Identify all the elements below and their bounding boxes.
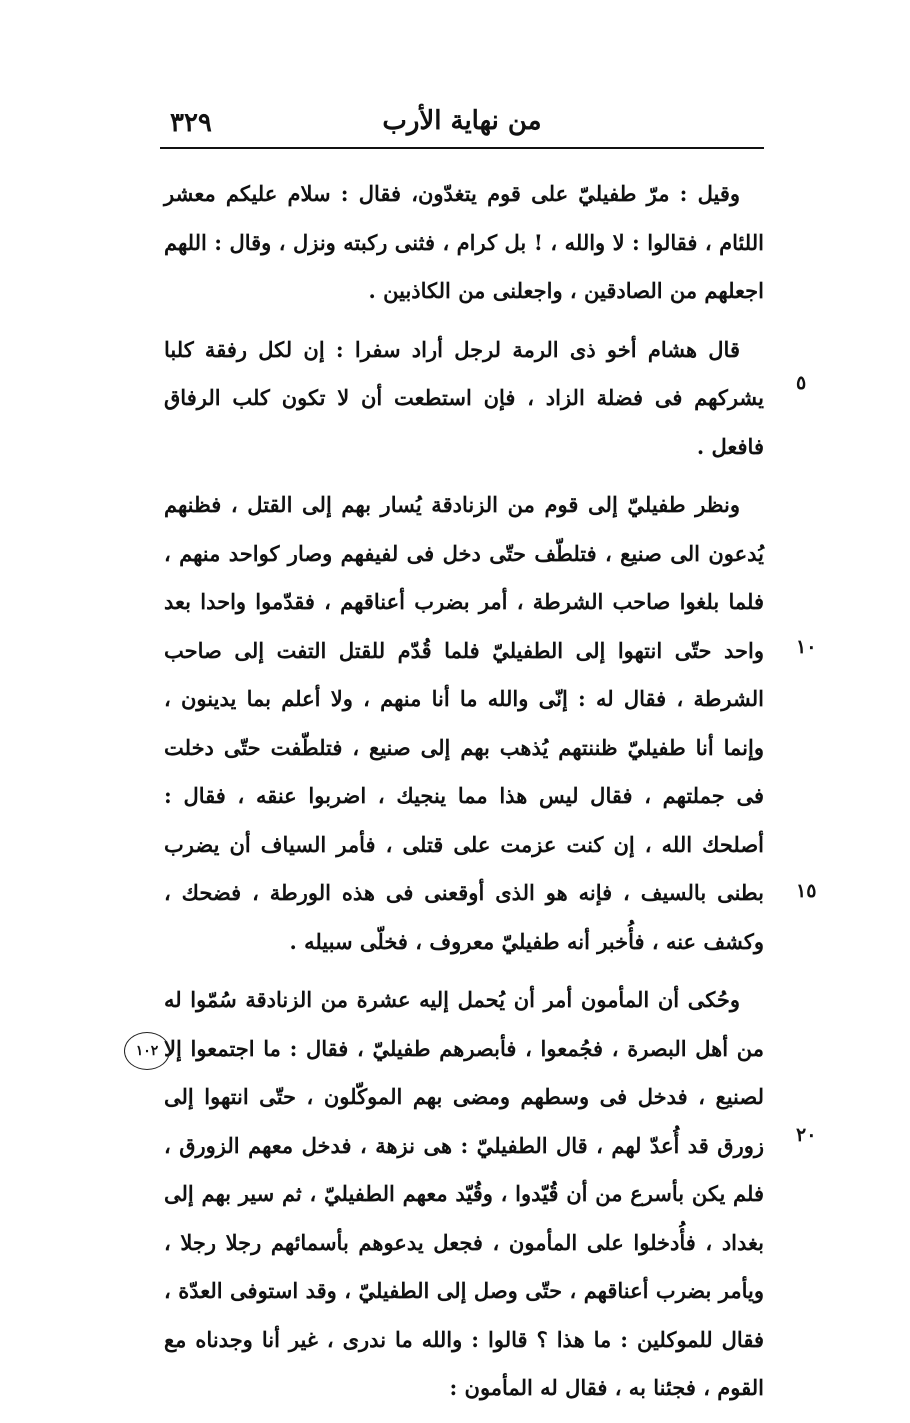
line-number-20: ٢٠ — [796, 1124, 817, 1146]
line-number-5: ٥ — [796, 372, 807, 394]
running-title: من نهاية الأرب — [382, 106, 542, 136]
line-number-10: ١٠ — [796, 636, 817, 658]
line-number-15: ١٥ — [796, 880, 817, 902]
paragraph-2: قال هشام أخو ذى الرمة لرجل أراد سفرا : إن لكل رفقة كلبا يشركهم فى فضلة الزاد ، فإن استطعت أن لا تكون كلب الرفاق فافعل . — [164, 336, 764, 459]
margin-seal: ١٠٢ — [124, 1032, 170, 1070]
paragraph-3: ونظر طفيليّ إلى قوم من الزنادقة يُسار بهم إلى القتل ، فظنهم يُدعون الى صنيع ، فتلطّف حتّى دخل فى لفيفهم وصار كواحد منهم ، فلما بلغوا صاحب الشرطة ، أمر بضرب أعناقهم ، فقدّموا واحدا بعد واحد حتّى انتهوا إلى الطفيليّ فلما قُدّم للقتل التفت إلى صاحب الشرطة ، فقال له : إنّى والله ما أنا منهم ، ولا أعلم بما يدينون ، وإنما أنا طفيليّ ظننتهم يُذهب بهم إلى صنيع ، فتلطّفت حتّى دخلت فى جملتهم ، فقال ليس هذا مما ينجيك ، اضربوا عنقه ، فقال : أصلحك الله ، إن كنت عزمت على قتلى ، فأمر السياف أن يضرب بطنى بالسيف ، فإنه هو الذى أوقعنى فى هذه الورطة ، فضحك ، وكشف عنه ، فأُخبر أنه طفيليّ معروف ، فخلّى سبيله . — [164, 492, 764, 954]
header-rule — [160, 147, 764, 149]
paragraph-4: وحُكى أن المأمون أمر أن يُحمل إليه عشرة من الزنادقة سُمّوا له من أهل البصرة ، فجُمعوا ، فأبصرهم طفيليّ ، فقال : ما اجتمعوا إلا لصنيع ، فدخل فى وسطهم ومضى بهم الموكّلون ، حتّى انتهوا إلى زورق قد أُعدّ لهم ، قال الطفيليّ : هى نزهة ، فدخل معهم الزورق ، فلم يكن بأسرع من أن قُيّدوا ، وقُيّد معهم الطفيليّ ، ثم سير بهم إلى بغداد ، فأُدخلوا على المأمون ، فجعل يدعوهم بأسمائهم رجلا رجلا ، ويأمر بضرب أعناقهم ، حتّى وصل إلى الطفيليّ ، وقد استوفى العدّة ، فقال للموكلين : ما هذا ؟ قالوا : والله ما ندرى ، غير أنا وجدناه مع القوم ، فجئنا به ، فقال له المأمون : — [164, 987, 764, 1400]
body-text — [164, 170, 764, 1423]
page-number: ٣٢٩ — [170, 108, 212, 138]
page-header — [160, 106, 764, 142]
paragraph-1: وقيل : مرّ طفيليّ على قوم يتغدّون، فقال : سلام عليكم معشر اللئام ، فقالوا : لا والله ، ! بل كرام ، فثنى ركبته ونزل ، وقال : اللهم اجعلهم من الصادقين ، واجعلنى من الكاذبين . — [164, 181, 764, 303]
